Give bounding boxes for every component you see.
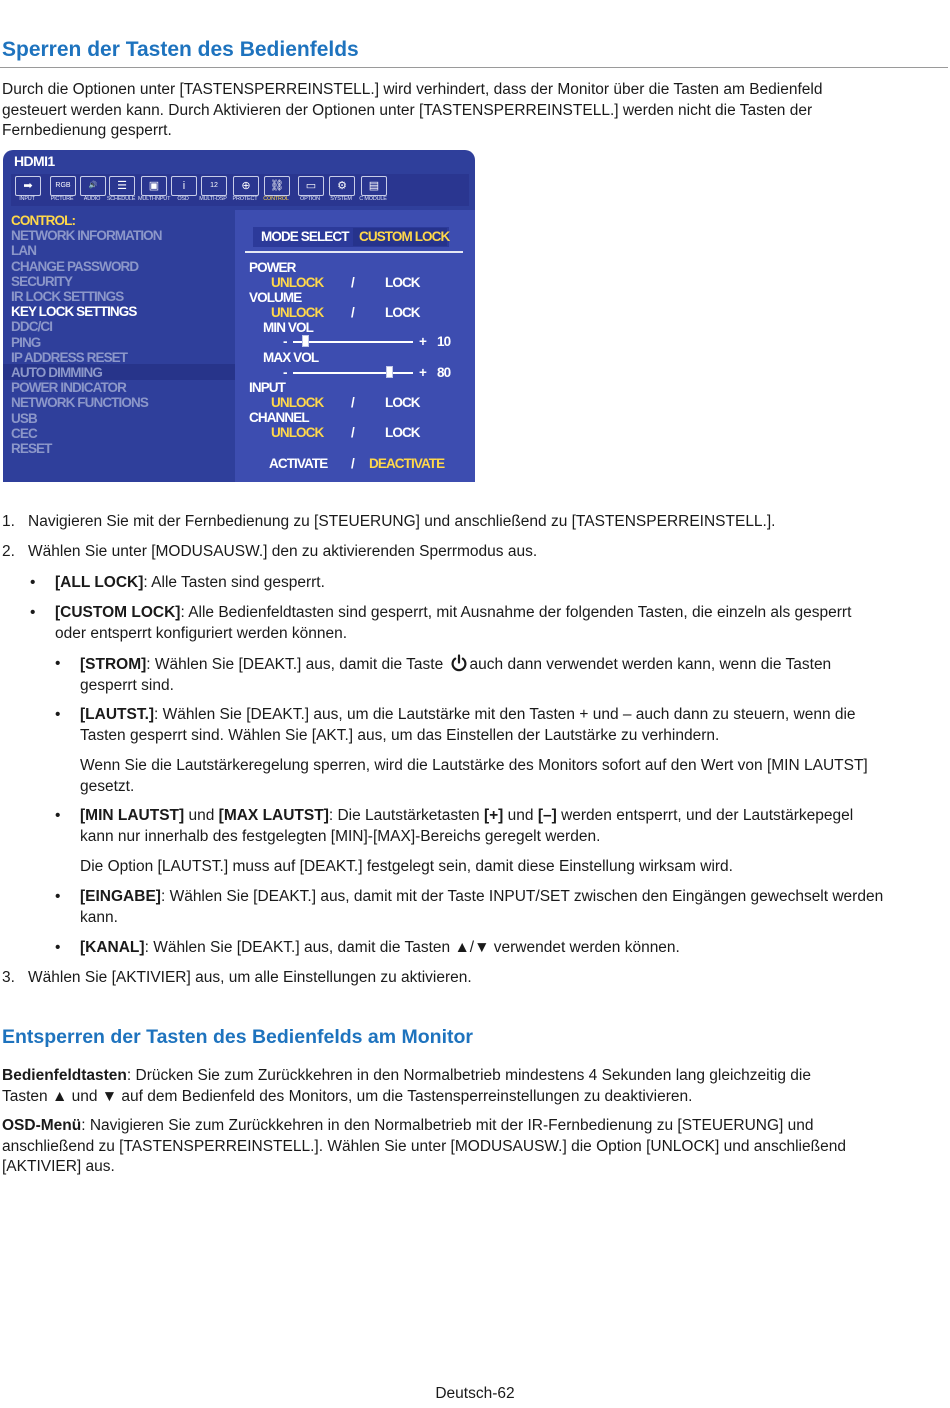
step-number: 1. [2,513,15,530]
osd-left-menu-item[interactable]: IP ADDRESS RESET [11,349,128,365]
osd-menu-desc: [AKTIVIER] aus. [2,1158,115,1175]
volume-lock: LOCK [385,305,420,320]
osd-menu-icon-option[interactable]: ▭ [298,176,324,196]
kanal-item [80,938,680,959]
osd-menu-icon-label: C MODULE [359,196,387,202]
lautst-note-line: Wenn Sie die Lautstärkeregelung sperren, wird die Lautstärke des Monitors sofort auf den Wert von [MIN LAUTST] [80,757,868,774]
bullet: • [55,807,61,824]
intro-line: Fernbedienung gesperrt. [2,122,172,139]
osd-menu-icon-label: OPTION [300,196,320,202]
osd-menu-icon-schedule[interactable]: ☰ [109,176,135,196]
custom-lock-item [55,603,851,644]
power-label: POWER [249,260,296,275]
osd-menu-icon-audio[interactable]: 🔊 [80,176,106,196]
bedienfeld-term: Bedienfeldtasten [2,1067,127,1084]
osd-input-title: HDMI1 [14,153,55,169]
step-3-text: Wählen Sie [AKTIVIER] aus, um alle Einstellungen zu aktivieren. [28,969,472,986]
strom-desc: : Wählen Sie [DEAKT.] aus, damit die Taste [146,656,444,673]
max-vol-label: MAX VOL [263,350,319,365]
osd-left-menu-item[interactable]: NETWORK INFORMATION [11,228,162,244]
osd-menu-icon-label: INPUT [19,196,35,202]
min-vol-label: MIN VOL [263,320,313,335]
osd-menu-icon-picture[interactable]: RGB [50,176,76,196]
bullet: • [55,655,61,672]
lautst-desc: : Wählen Sie [DEAKT.] aus, um die Lautstärke mit den Tasten + und – auch dann zu steuern, wenn die [154,706,856,723]
heading-rule [0,67,948,68]
section-heading-lock: Sperren der Tasten des Bedienfelds [2,38,359,61]
strom-desc: gesperrt sind. [80,676,174,694]
osd-right-panel [235,210,475,482]
all-lock-desc: : Alle Tasten sind gesperrt. [143,574,325,591]
custom-lock-value: CUSTOM LOCK [359,229,450,244]
kanal-desc: : Wählen Sie [DEAKT.] aus, damit die Tasten ▲/▼ verwendet werden können. [144,939,680,956]
osd-menu-paragraph [2,1116,942,1178]
max-vol-plus: + [419,365,426,380]
osd-menu-icon-osd[interactable]: i [171,176,197,196]
osd-menu-icon-label: MULTI-INPUT [138,196,171,202]
osd-menu-icon-label: MULTI-DSP [199,196,227,202]
input-lock: LOCK [385,395,420,410]
max-vol-slider[interactable] [293,372,413,374]
page-footer: Deutsch-62 [435,1385,515,1402]
osd-menu-icon-system[interactable]: ⚙ [329,176,355,196]
strom-item [80,654,831,696]
slash: / [351,305,354,320]
input-label: INPUT [249,380,286,395]
slash: / [351,456,354,471]
activate-option: ACTIVATE [269,456,328,471]
section-heading-unlock: Entsperren der Tasten des Bedienfelds am Monitor [2,1026,473,1048]
eingabe-desc: kann. [80,908,118,926]
max-vol-value: 80 [437,365,451,380]
osd-menu-desc: : Navigieren Sie zum Zurückkehren in den Normalbetrieb mit der IR-Fernbedienung zu [STEUERUNG] und [81,1117,814,1134]
osd-menu-icon-label: AUDIO [83,196,101,202]
osd-left-menu-item[interactable]: RESET [11,441,52,456]
volume-label: VOLUME [249,290,302,305]
mode-divider [245,251,463,253]
osd-left-menu-item[interactable]: LAN [11,243,37,259]
step-1-text: Navigieren Sie mit der Fernbedienung zu [STEUERUNG] und anschließend zu [TASTENSPERREINSTELL.]. [28,513,776,530]
bedienfeld-paragraph [2,1066,942,1107]
min-vol-value: 10 [437,334,451,349]
osd-menu-icon-label: PICTURE [50,196,74,202]
power-lock: LOCK [385,275,420,290]
channel-label: CHANNEL [249,410,309,425]
osd-section-label: CONTROL: [11,213,76,228]
power-unlock: UNLOCK [271,275,324,290]
bullet: • [55,888,61,905]
strom-term: [STROM] [80,656,147,673]
max-vol-minus: - [283,365,287,380]
input-unlock: UNLOCK [271,395,324,410]
custom-lock-term: [CUSTOM LOCK] [55,604,181,621]
lautst-note [80,756,868,797]
osd-left-menu [3,210,235,482]
min-lautst-term: [MIN LAUTST] [80,807,185,824]
osd-menu-icon-label: PROTECT [232,196,258,202]
custom-lock-desc: oder entsperrt konfiguriert werden können. [55,624,348,642]
slash: / [351,275,354,290]
slash: / [351,395,354,410]
osd-menu-icon-multi-input[interactable]: ▣ [141,176,167,196]
osd-menu-icon-control[interactable]: ⛓ [264,176,290,196]
step-number: 3. [2,969,15,986]
lautst-desc: Tasten gesperrt sind. Wählen Sie [AKT.] aus, um das Einstellen der Lautstärke zu verhindern. [80,726,720,744]
bullet: • [30,574,36,591]
lautst-item [80,705,856,746]
osd-left-menu-item[interactable]: IR LOCK SETTINGS [11,289,124,304]
osd-left-menu-item[interactable]: POWER INDICATOR [11,380,127,396]
conjunction: und [503,807,538,824]
lautst-note-line: gesetzt. [80,777,135,795]
bullet: • [55,939,61,956]
deactivate-option: DEACTIVATE [369,456,445,471]
minmax-desc: kann nur innerhalb des festgelegten [MIN]-[MAX]-Bereichs geregelt werden. [80,827,601,845]
intro-paragraph [2,80,942,142]
step-2-text: Wählen Sie unter [MODUSAUSW.] den zu aktivierenden Sperrmodus aus. [28,543,538,560]
minmax-note: Die Option [LAUTST.] muss auf [DEAKT.] festgelegt sein, damit diese Einstellung wirksam wird. [80,858,733,875]
osd-menu-icon-input[interactable]: ➡ [15,176,41,196]
osd-menu-icon-label: CONTROL [263,196,289,202]
osd-left-menu-item[interactable]: PING [11,334,41,350]
lautst-term: [LAUTST.] [80,706,155,723]
bullet: • [55,706,61,723]
eingabe-item [80,887,883,928]
osd-menu-icon-c-module[interactable]: ▤ [361,176,387,196]
osd-left-menu-item[interactable]: SECURITY [11,273,73,289]
eingabe-term: [EINGABE] [80,888,161,905]
min-vol-knob[interactable] [302,335,309,347]
power-icon [450,654,468,672]
max-lautst-term: [MAX LAUTST] [218,807,329,824]
eingabe-desc: : Wählen Sie [DEAKT.] aus, damit mit der Taste INPUT/SET zwischen den Eingängen gewechselt werden [160,888,884,905]
osd-left-menu-item[interactable]: CEC [11,425,37,441]
osd-menu-icon-label: SYSTEM [330,196,352,202]
bullet: • [30,604,36,621]
step-number: 2. [2,543,15,560]
slash: / [351,425,354,440]
min-vol-plus: + [419,334,426,349]
osd-left-menu-item[interactable]: DDC/CI [11,319,53,335]
intro-line: Durch die Optionen unter [TASTENSPERREINSTELL.] wird verhindert, dass der Monitor über die Tasten am Bedienfeld [2,81,823,98]
all-lock-item [55,573,325,594]
channel-lock: LOCK [385,425,420,440]
bedienfeld-desc: : Drücken Sie zum Zurückkehren in den Normalbetrieb mindestens 4 Sekunden lang gleichzeitig die [126,1067,811,1084]
osd-left-menu-item[interactable]: NETWORK FUNCTIONS [11,395,148,411]
osd-left-menu-item[interactable]: AUTO DIMMING [11,365,102,380]
osd-menu-icon-multi-dsp[interactable]: 12 [201,176,227,196]
osd-menu-desc: anschließend zu [TASTENSPERREINSTELL.]. Wählen Sie unter [MODUSAUSW.] die Option [UNLOCK] und anschließend [2,1137,846,1155]
osd-left-menu-item[interactable]: USB [11,410,37,426]
kanal-term: [KANAL] [80,939,145,956]
minmax-item [80,806,853,847]
bedienfeld-desc: Tasten ▲ und ▼ auf dem Bedienfeld des Monitors, um die Tastensperreinstellungen zu deaktivieren. [2,1087,693,1105]
osd-menu-icon-protect[interactable]: ⊕ [233,176,259,196]
osd-menu-term: OSD-Menü [2,1117,82,1134]
intro-line: gesteuert werden kann. Durch Aktivieren der Optionen unter [TASTENSPERREINSTELL.] werden nicht die Tasten der [2,101,813,119]
custom-lock-desc: : Alle Bedienfeldtasten sind gesperrt, mit Ausnahme der folgenden Tasten, die einzeln als gesperrt [180,604,852,621]
osd-menu-icon-label: SCHEDULE [106,196,136,202]
mode-select-label: MODE SELECT [261,229,349,244]
minmax-desc: : Die Lautstärketasten [328,807,484,824]
minmax-desc: werden entsperrt, und der Lautstärkepegel [556,807,854,824]
plus-key: [+] [483,807,504,824]
channel-unlock: UNLOCK [271,425,324,440]
conjunction: und [184,807,219,824]
osd-screenshot [3,150,475,482]
min-vol-minus: - [283,334,287,349]
osd-menu-icon-label: OSD [177,196,189,202]
min-vol-slider[interactable] [293,341,413,343]
osd-left-menu-item[interactable]: KEY LOCK SETTINGS [11,304,137,320]
minus-key: [–] [537,807,557,824]
max-vol-knob[interactable] [386,366,393,378]
volume-unlock: UNLOCK [271,305,324,320]
osd-menu-bar [11,174,469,206]
osd-left-menu-item[interactable]: CHANGE PASSWORD [11,258,139,274]
strom-desc: auch dann verwendet werden kann, wenn die Tasten [469,656,832,673]
all-lock-term: [ALL LOCK] [55,574,144,591]
